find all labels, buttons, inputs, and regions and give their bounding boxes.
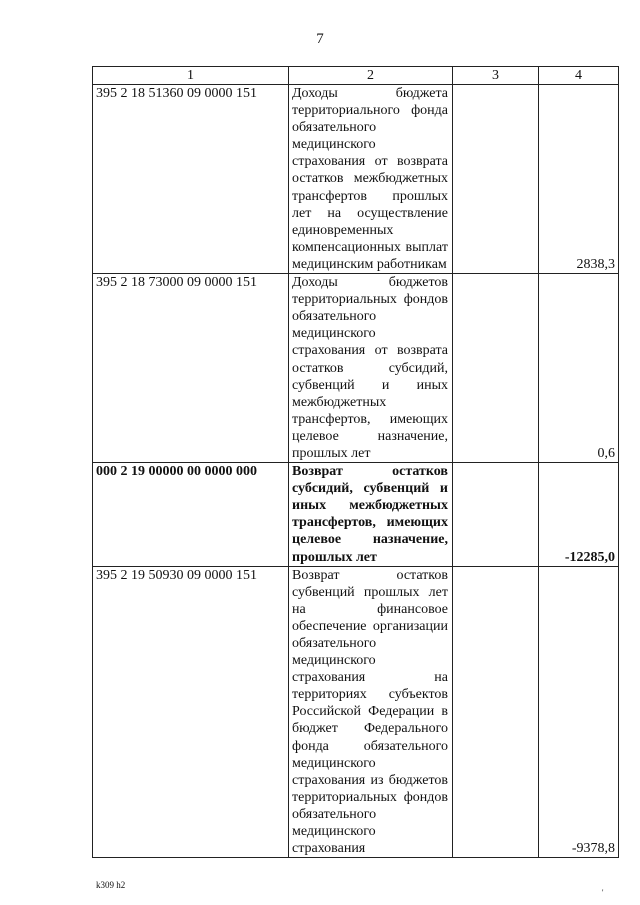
revenue-name-text: Доходы бюджетов территориальных фондов обязательного медицинского страхования от возврата остатков субсидий, субвенций и иных межбюджетных трансфертов, имеющих целевое назначение, прошлых лет <box>292 275 448 461</box>
classification-code: 395 2 18 73000 09 0000 151 <box>93 274 289 463</box>
revenue-name <box>289 463 453 567</box>
document-footer-code: k309 h2 <box>96 880 126 890</box>
revenue-name <box>289 274 453 463</box>
table-header-row <box>93 67 619 85</box>
revenue-name <box>289 566 453 858</box>
corner-mark: ' <box>602 888 604 897</box>
header-col-3: 3 <box>453 67 539 85</box>
column-3-cell <box>453 274 539 463</box>
column-3-cell <box>453 566 539 858</box>
table-body <box>93 85 619 858</box>
amount-cell: 0,6 <box>539 274 619 463</box>
revenue-name-text: Возврат остатков субсидий, субвенций и иных межбюджетных трансфертов, имеющих целевое назначение, прошлых лет <box>292 464 448 565</box>
classification-code: 395 2 18 51360 09 0000 151 <box>93 85 289 274</box>
revenue-name-text: Доходы бюджета территориального фонда обязательного медицинского страхования от возврата остатков межбюджетных трансфертов прошлых лет на осуществление единовременных компенсационных выплат медицинским работникам <box>292 86 448 272</box>
header-col-2: 2 <box>289 67 453 85</box>
amount-cell: -9378,8 <box>539 566 619 858</box>
revenue-name-text: Возврат остатков субвенций прошлых лет на финансовое обеспечение организации обязательного медицинского страхования на территориях субъектов Российской Федерации в бюджет Федерального фонда обязательного медицинского страхования из бюджетов территориальных фондов обязательного медицинского страхования <box>292 567 448 857</box>
amount-cell: -12285,0 <box>539 463 619 567</box>
table-row <box>93 274 619 463</box>
table-row-total <box>93 463 619 567</box>
amount-cell: 2838,3 <box>539 85 619 274</box>
column-3-cell <box>453 463 539 567</box>
classification-code: 000 2 19 00000 00 0000 000 <box>93 463 289 567</box>
classification-code: 395 2 19 50930 09 0000 151 <box>93 566 289 858</box>
page-number: 7 <box>316 31 324 47</box>
header-col-4: 4 <box>539 67 619 85</box>
header-col-1: 1 <box>93 67 289 85</box>
revenue-name <box>289 85 453 274</box>
table-row <box>93 566 619 858</box>
budget-table <box>92 66 619 858</box>
column-3-cell <box>453 85 539 274</box>
table-row <box>93 85 619 274</box>
